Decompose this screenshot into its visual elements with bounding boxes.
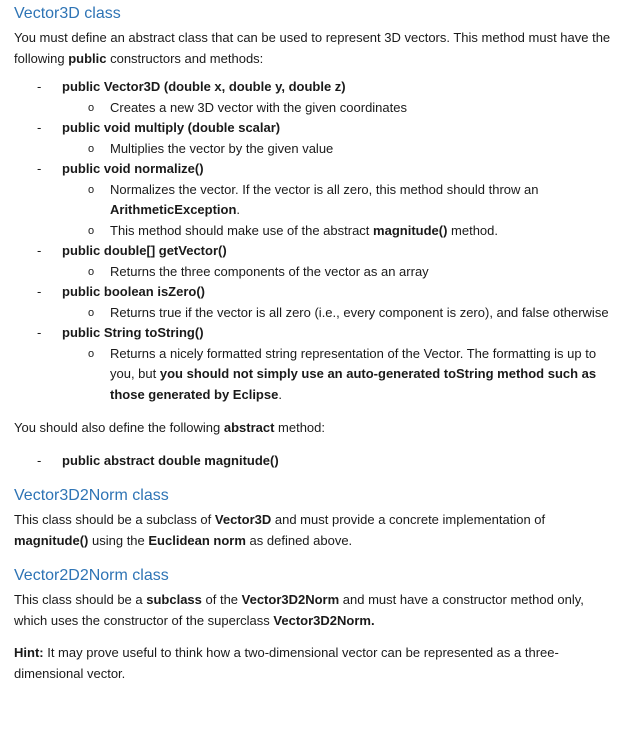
dash-marker: - [37,243,42,258]
method-description: o Returns a nicely formatted string representation of the Vector. The formatting is up to you, but you should not simply use an auto-generated toString method such as those generated by Eclipse. [88,345,597,402]
method-signature: public double[] getVector() [62,243,227,258]
dash-marker: - [37,325,42,340]
method-item [14,159,620,241]
abstract-method-list [14,451,620,472]
method-item [14,451,620,472]
bullet-marker: o [88,142,95,155]
dash-marker: - [37,452,42,468]
document-page [14,4,620,684]
vector3d-intro: You must define an abstract class that can be used to represent 3D vectors. This method must have the following public constructors and methods: [14,30,611,66]
bullet-marker: o [88,265,95,278]
method-item [14,241,620,282]
bullet-marker: o [88,306,95,319]
dash-marker: - [37,79,42,94]
method-item [14,118,620,159]
vector2d2norm-heading: Vector2D2Norm class [14,567,169,584]
bullet-marker: o [88,347,95,360]
bullet-marker: o [88,224,95,237]
vector2d2norm-body: This class should be a subclass of the Vector3D2Norm and must have a constructor method only, which uses the constructor of the superclass Vector3D2Norm. [14,592,584,628]
abstract-intro: You should also define the following abstract method: [14,420,326,435]
method-item [14,77,620,118]
method-signature: public void normalize() [62,161,204,176]
method-signature: public abstract double magnitude() [62,452,279,468]
method-item [14,282,620,323]
bullet-marker: o [88,101,95,114]
method-list [14,77,620,405]
method-description: o Returns true if the vector is all zero (i.e., every component is zero), and false otherwise [14,303,620,324]
method-description: o Normalizes the vector. If the vector is all zero, this method should throw an ArithmeticException. [88,181,539,217]
dash-marker: - [37,161,42,176]
method-signature: public Vector3D (double x, double y, double z) [62,79,346,94]
dash-marker: - [37,284,42,299]
bullet-marker: o [88,183,95,196]
method-description: o Multiplies the vector by the given value [14,139,620,160]
method-description: o Creates a new 3D vector with the given coordinates [14,98,620,119]
vector3d-heading: Vector3D class [14,5,121,22]
method-description: o Returns the three components of the vector as an array [14,262,620,283]
method-signature: public void multiply (double scalar) [62,120,281,135]
vector3d2norm-heading: Vector3D2Norm class [14,487,169,504]
dash-marker: - [37,120,42,135]
method-signature: public boolean isZero() [62,284,206,299]
hint-paragraph: Hint: It may prove useful to think how a two-dimensional vector can be represented as a three-dimensional vector. [14,645,559,681]
method-description: o This method should make use of the abstract magnitude() method. [14,221,620,242]
method-item [14,323,620,405]
hint-label: Hint: [14,645,44,660]
method-signature: public String toString() [62,325,204,340]
vector3d2norm-body: This class should be a subclass of Vector3D and must provide a concrete implementation of magnitude() using the Euclidean norm as defined above. [14,512,546,548]
